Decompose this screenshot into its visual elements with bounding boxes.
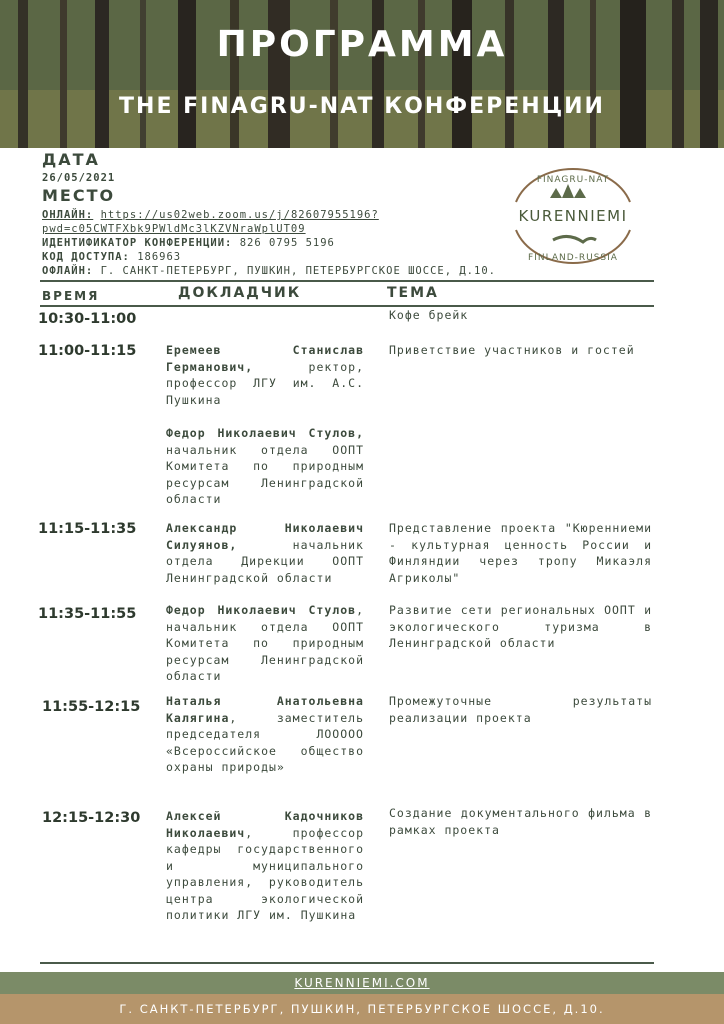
row-time: 12:15-12:30 bbox=[42, 810, 141, 826]
row-topic: Кофе брейк bbox=[389, 308, 469, 322]
zoom-link-part2[interactable]: pwd=c05CWTFXbk9PWldMc3lKZVNraWplUT09 bbox=[42, 223, 306, 235]
date-value: 26/05/2021 bbox=[42, 172, 116, 184]
event-info bbox=[42, 150, 522, 278]
offline-value: Г. САНКТ-ПЕТЕРБУРГ, ПУШКИН, ПЕТЕРБУРГСКОЕ ШОССЕ, Д.10. bbox=[100, 265, 496, 277]
conf-id-value: 826 0795 5196 bbox=[239, 237, 335, 249]
forest-background bbox=[0, 0, 724, 148]
speaker-name: Александр Николаевич Силуянов, bbox=[166, 521, 364, 552]
access-code-label: КОД ДОСТУПА: bbox=[42, 251, 130, 263]
kurenniemi-logo bbox=[508, 158, 638, 273]
row-speaker bbox=[166, 342, 364, 408]
speaker-name: Еремеев Станислав Германович, bbox=[166, 343, 364, 374]
row-speaker bbox=[166, 808, 364, 924]
online-label: ОНЛАЙН: bbox=[42, 209, 94, 221]
place-label: МЕСТО bbox=[42, 186, 116, 205]
col-header-speaker: ДОКЛАДЧИК bbox=[178, 285, 302, 301]
row-topic: Создание документального фильма в рамках проекта bbox=[389, 806, 652, 837]
row-time: 10:30-11:00 bbox=[38, 311, 137, 327]
offline-row bbox=[42, 264, 522, 278]
speaker-name: Наталья Анатольевна Калягина bbox=[166, 694, 364, 725]
row-speaker bbox=[166, 602, 364, 685]
forest-header-image bbox=[0, 0, 724, 148]
table-top-rule bbox=[40, 280, 654, 282]
access-code-row bbox=[42, 250, 522, 264]
website-link[interactable]: KURENNIEMI.COM bbox=[0, 972, 724, 994]
table-bottom-rule bbox=[40, 962, 654, 964]
logo-bottom-text: FINLAND-RUSSIA bbox=[528, 253, 618, 263]
speaker-role: ректор, профессор ЛГУ им. А.С. Пушкина bbox=[166, 359, 364, 407]
row-speaker bbox=[166, 693, 364, 776]
page-title: ПРОГРАММА bbox=[216, 24, 508, 65]
conf-id-label: ИДЕНТИФИКАТОР КОНФЕРЕНЦИИ: bbox=[42, 237, 233, 249]
speaker-name: Алексей Кадочников Николаевич bbox=[166, 809, 364, 840]
zoom-link-part1[interactable]: https://us02web.zoom.us/j/82607955196? bbox=[100, 209, 379, 221]
footer-address: Г. САНКТ-ПЕТЕРБУРГ, ПУШКИН, ПЕТЕРБУРГСКОЕ ШОССЕ, Д.10. bbox=[0, 994, 724, 1024]
row-time: 11:35-11:55 bbox=[38, 606, 137, 622]
offline-label: ОФЛАЙН: bbox=[42, 265, 94, 277]
access-code-value: 186963 bbox=[137, 251, 182, 263]
row-topic: Приветствие участников и гостей bbox=[389, 343, 635, 357]
row-speaker bbox=[166, 425, 364, 508]
row-time: 11:55-12:15 bbox=[42, 699, 141, 715]
date-label: ДАТА bbox=[42, 150, 100, 169]
logo-name: KURENNIEMI bbox=[518, 207, 628, 225]
row-speaker bbox=[166, 520, 364, 586]
page-subtitle: THE FINAGRU-NAT КОНФЕРЕНЦИИ bbox=[119, 94, 605, 119]
row-topic: Представление проекта "Кюренниеми - культурная ценность России и Финляндии через тропу Микаэля Агриколы" bbox=[389, 521, 652, 585]
row-topic: Развитие сети региональных ООПТ и экологического туризма в Ленинградской области bbox=[389, 603, 652, 650]
speaker-name: Федор Николаевич Стулов, bbox=[166, 426, 364, 440]
col-header-topic: ТЕМА bbox=[387, 285, 439, 301]
row-topic: Промежуточные результаты реализации проекта bbox=[389, 694, 652, 725]
speaker-role: , заместитель председателя ЛООООО «Всероссийское общество охраны природы» bbox=[166, 710, 364, 774]
speaker-name: Федор Николаевич Стулов bbox=[166, 603, 357, 617]
logo-emblem bbox=[508, 158, 638, 273]
speaker-role: начальник отдела ООПТ Комитета по природным ресурсам Ленинградской области bbox=[166, 442, 364, 506]
speaker-role: начальник отдела Дирекции ООПТ Ленинградской области bbox=[166, 537, 364, 585]
speaker-role: , профессор кафедры государственного и муниципального управления, руководитель центра экологической политики ЛГУ им. Пушкина bbox=[166, 825, 364, 922]
logo-top-text: FINAGRU-NAT bbox=[536, 175, 610, 185]
col-header-time: ВРЕМЯ bbox=[42, 289, 100, 303]
row-time: 11:15-11:35 bbox=[38, 521, 137, 537]
speaker-role: , начальник отдела ООПТ Комитета по природным ресурсам Ленинградской области bbox=[166, 603, 364, 683]
row-time: 11:00-11:15 bbox=[38, 343, 137, 359]
online-row bbox=[42, 208, 522, 236]
conf-id-row bbox=[42, 236, 522, 250]
